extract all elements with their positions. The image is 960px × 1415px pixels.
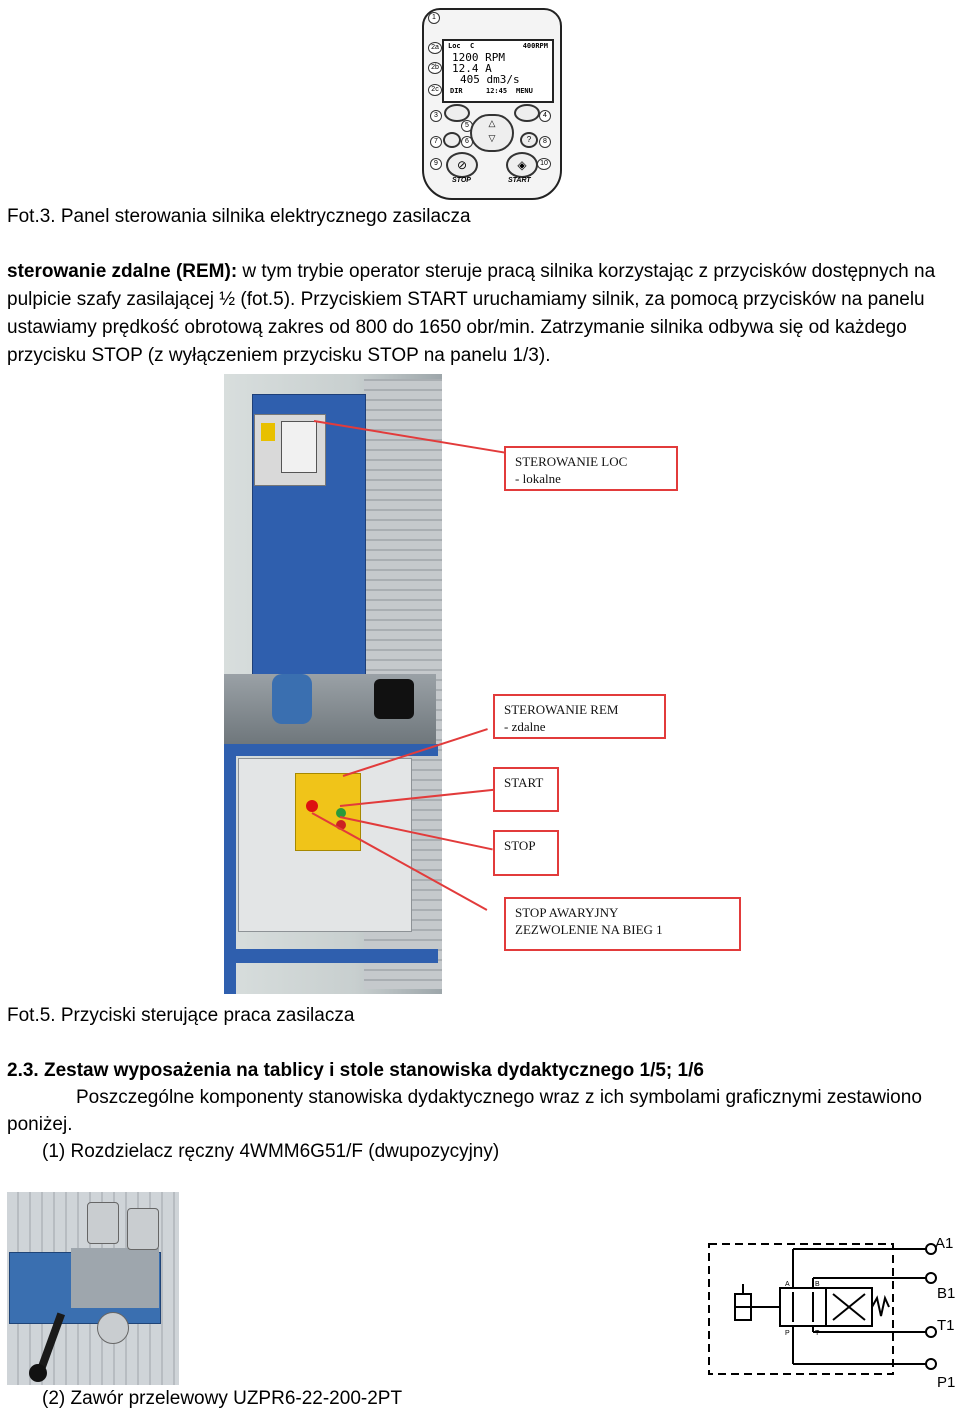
spring-icon [872,1298,889,1316]
port-t1-label: T1 [937,1317,955,1334]
start-key-label: START [508,177,531,184]
caption-fot5: Fot.5. Przyciski sterujące praca zasilacza [7,1005,355,1026]
loc-rem-button[interactable] [443,132,461,148]
stop-button[interactable] [446,152,478,178]
lcd-mode: Loc [448,42,461,50]
emergency-stop-button[interactable] [306,800,318,812]
valve-mount-plate [71,1248,159,1308]
section-heading: 2.3. Zestaw wyposażenia na tablicy i stole stanowiska dydaktycznego 1/5; 1/6 [7,1060,704,1081]
port-b1-circle [926,1273,936,1283]
paragraph-line-1-rest: w tym trybie operator steruje pracą silnika korzystając z przycisków dostępnych na [237,261,936,282]
callout-4: 4 [539,110,551,122]
softkey-left-button[interactable] [444,104,470,122]
lcd-reference: 400RPM [522,42,548,50]
directional-valve-photo [7,1192,179,1385]
hydraulic-valve-black [374,679,414,719]
section-intro-line1: Poszczególne komponenty stanowiska dydaktycznego wraz z ich symbolami graficznymi zestawiono [76,1087,922,1108]
keypad-lcd-display [442,39,554,103]
symbol-outline [709,1244,893,1374]
valve-box-left [780,1288,826,1326]
port-a1-label: A1 [935,1235,954,1252]
lcd-mode-symbol: C [470,42,475,50]
frame-bottom-rail [224,949,438,963]
component-item-1: (1) Rozdzielacz ręczny 4WMM6G51/F (dwupozycyjny) [42,1141,500,1162]
label-remote-line1: STEROWANIE REM [504,702,619,717]
drive-unit [254,414,326,486]
port-t1-circle [926,1327,936,1337]
quick-coupling-1 [87,1202,119,1244]
port-p1-circle [926,1359,936,1369]
stop-symbol-icon: ⊘ [456,158,468,172]
port-b1-label: B1 [937,1285,955,1302]
supply-cabinet-photo [224,374,442,994]
callout-5: 5 [461,120,473,132]
inner-port-b: B [815,1281,820,1288]
quick-coupling-3 [97,1312,129,1344]
quick-coupling-2 [127,1208,159,1250]
lcd-softkey-left: DIR [450,87,463,95]
inner-port-p: P [785,1330,790,1337]
label-emergency-line2: ZEZWOLENIE NA BIEG 1 [515,922,663,937]
arrow-up-icon[interactable]: △ [488,118,496,128]
remote-control-term: sterowanie zdalne (REM): [7,261,238,282]
callout-3: 3 [430,110,442,122]
callout-1: 1 [428,12,440,24]
lever-knob[interactable] [29,1364,47,1382]
label-stop-text: STOP [504,838,536,853]
lcd-line-speed: 1200 RPM [452,51,505,64]
arrow-down-icon[interactable]: ▽ [488,133,496,143]
label-emergency-stop [504,897,741,951]
inner-port-t: T [815,1330,820,1337]
callout-2b: 2b [428,62,442,74]
callout-6: 6 [461,136,473,148]
paragraph-line-1 [7,258,935,286]
paragraph-line-3: ustawiamy prędkość obrotową zakres od 800 do 1650 obr/min. Zatrzymanie silnika odbywa się od każdego [7,317,907,338]
control-cabinet [238,758,412,932]
label-stop [493,830,559,876]
lcd-clock: 12:45 [486,87,508,95]
label-start [493,767,559,812]
label-local-line1: STEROWANIE LOC [515,454,628,469]
label-start-text: START [504,775,544,790]
start-symbol-icon: ◈ [517,158,527,172]
callout-9: 9 [430,158,442,170]
help-icon[interactable]: ? [520,132,538,148]
inner-port-a: A [785,1281,790,1288]
hydraulic-pump [272,674,312,724]
stop-key-label: STOP [452,177,471,184]
lcd-line-current: 12.4 A [452,62,492,75]
drive-keypad [281,421,317,473]
caption-fot3: Fot.3. Panel sterowania silnika elektrycznego zasilacza [7,206,471,227]
start-button[interactable] [506,152,538,178]
label-local-control [504,446,678,491]
callout-2a: 2a [428,42,442,54]
component-item-2: (2) Zawór przelewowy UZPR6-22-200-2PT [42,1388,403,1409]
cabinet-button-plate [295,773,361,851]
paragraph-line-2: pulpicie szafy zasilającej ½ (fot.5). Przyciskiem START uruchamiamy silnik, za pomocą przycisków na panelu [7,289,925,310]
arrow-keys[interactable] [470,114,514,152]
label-local-line2: - lokalne [515,471,561,486]
callout-8: 8 [539,136,551,148]
section-intro-line2: poniżej. [7,1114,73,1135]
lcd-softkey-right: MENU [516,87,533,95]
paragraph-line-4: przycisku STOP (z wyłączeniem przycisku STOP na panelu 1/3). [7,345,551,366]
lcd-line-flow: 405 dm3/s [460,73,520,86]
callout-10: 10 [537,158,551,170]
drive-warning-label [261,423,275,441]
callout-7: 7 [430,136,442,148]
label-emergency-line1: STOP AWARYJNY [515,905,619,920]
directional-valve-symbol [705,1232,955,1392]
label-remote-line2: - zdalne [504,719,546,734]
softkey-right-button[interactable] [514,104,540,122]
label-remote-control [493,694,666,739]
control-panel-keypad [422,8,562,200]
port-p1-label: P1 [937,1374,955,1391]
callout-2c: 2c [428,84,442,96]
